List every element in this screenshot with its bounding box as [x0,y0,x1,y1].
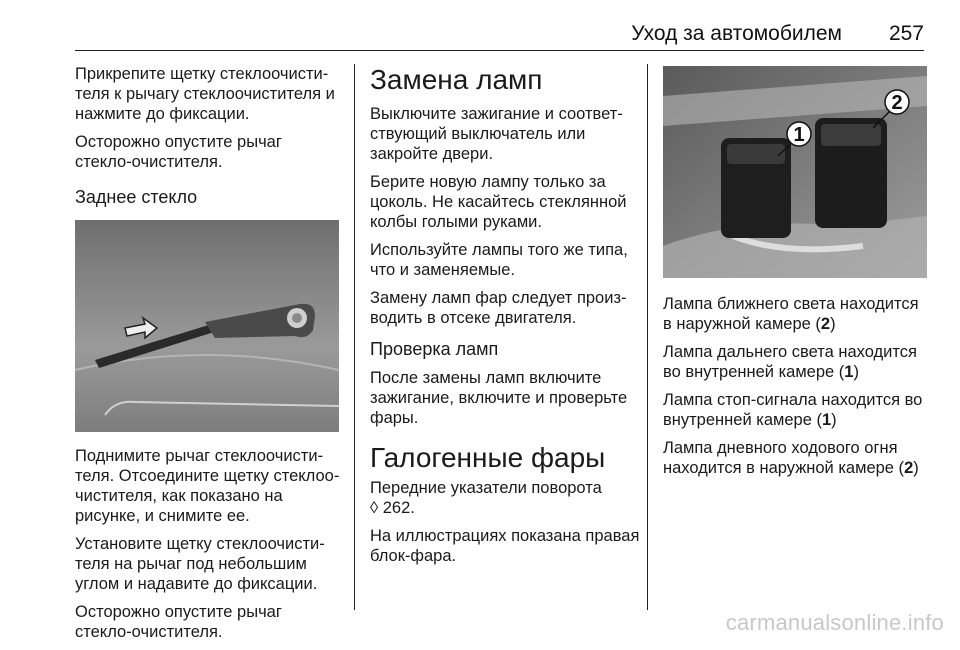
rear-wiper-illustration [75,220,339,432]
watermark: carmanualsonline.info [725,610,944,635]
paragraph-text: Лампа дальнего света находится во внутренней камере ( [663,343,917,381]
paragraph-brake-light [663,390,927,430]
page-number: 257 [888,22,924,45]
callout-ref: 1 [844,363,854,381]
paragraph-high-beam [663,342,927,382]
paren-close: ) [853,363,859,381]
paragraph: Установите щетку стеклоочисти-теля на рычаг под небольшим углом и надавите до фиксации. [75,535,325,593]
paragraph-text: Лампа ближнего света находится в наружной камере ( [663,295,919,333]
paragraph-daytime-running-light [663,438,927,478]
page-reference[interactable]: 262. [382,499,415,517]
section-title-halogen-headlights: Галогенные фары [370,442,606,473]
paragraph-turn-signals [370,478,640,518]
column-right [663,64,927,486]
page-reference-icon: ◊ [370,499,379,517]
paragraph: Берите новую лампу только за цоколь. Не касайтесь стеклянной колбы голыми руками. [370,173,627,231]
callout-ref: 1 [821,411,832,429]
paragraph: Осторожно опустите рычаг стекло-очистителя. [75,133,282,171]
chapter-title: Уход за автомобилем [631,22,842,45]
callout-1: 1 [793,124,805,146]
callout-ref: 2 [904,459,914,477]
paragraph: Прикрепите щетку стеклоочисти-теля к рычагу стеклоочистителя и нажмите до фиксации. [75,65,335,123]
header-rule [75,50,924,51]
paragraph: На иллюстрациях показана правая блок-фара. [370,527,640,565]
callout-ref: 2 [820,315,831,333]
column-middle [370,64,640,574]
paragraph-text: Лампа стоп-сигнала находится во внутренней камере ( [663,391,923,429]
paragraph: Осторожно опустите рычаг стекло-очистителя. [75,603,282,641]
column-divider [354,64,355,610]
callout-2: 2 [891,92,903,114]
paragraph-text: Передние указатели поворота [370,479,602,497]
paren-close: ) [830,315,836,333]
paren-close: ) [831,411,837,429]
headlamp-illustration [663,66,927,278]
paragraph-low-beam [663,294,927,334]
section-heading-bulb-check: Проверка ламп [370,339,499,359]
section-title-bulb-replacement: Замена ламп [370,64,543,95]
section-heading-rear-window: Заднее стекло [75,187,198,207]
paragraph: Замену ламп фар следует произ-водить в отсеке двигателя. [370,289,627,327]
column-divider [647,64,648,610]
paragraph: Используйте лампы того же типа, что и заменяемые. [370,241,628,279]
paren-close: ) [913,459,919,477]
paragraph: Выключите зажигание и соответ-ствующий выключатель или закройте двери. [370,105,623,163]
paragraph: Поднимите рычаг стеклоочисти-теля. Отсоедините щетку стеклоо-чистителя, как показано на рисунке, и снимите ее. [75,447,340,525]
paragraph: После замены ламп включите зажигание, включите и проверьте фары. [370,369,628,427]
page-header [0,0,960,52]
column-left [75,64,343,650]
paragraph-text: Лампа дневного ходового огня находится в наружной камере ( [663,439,905,477]
